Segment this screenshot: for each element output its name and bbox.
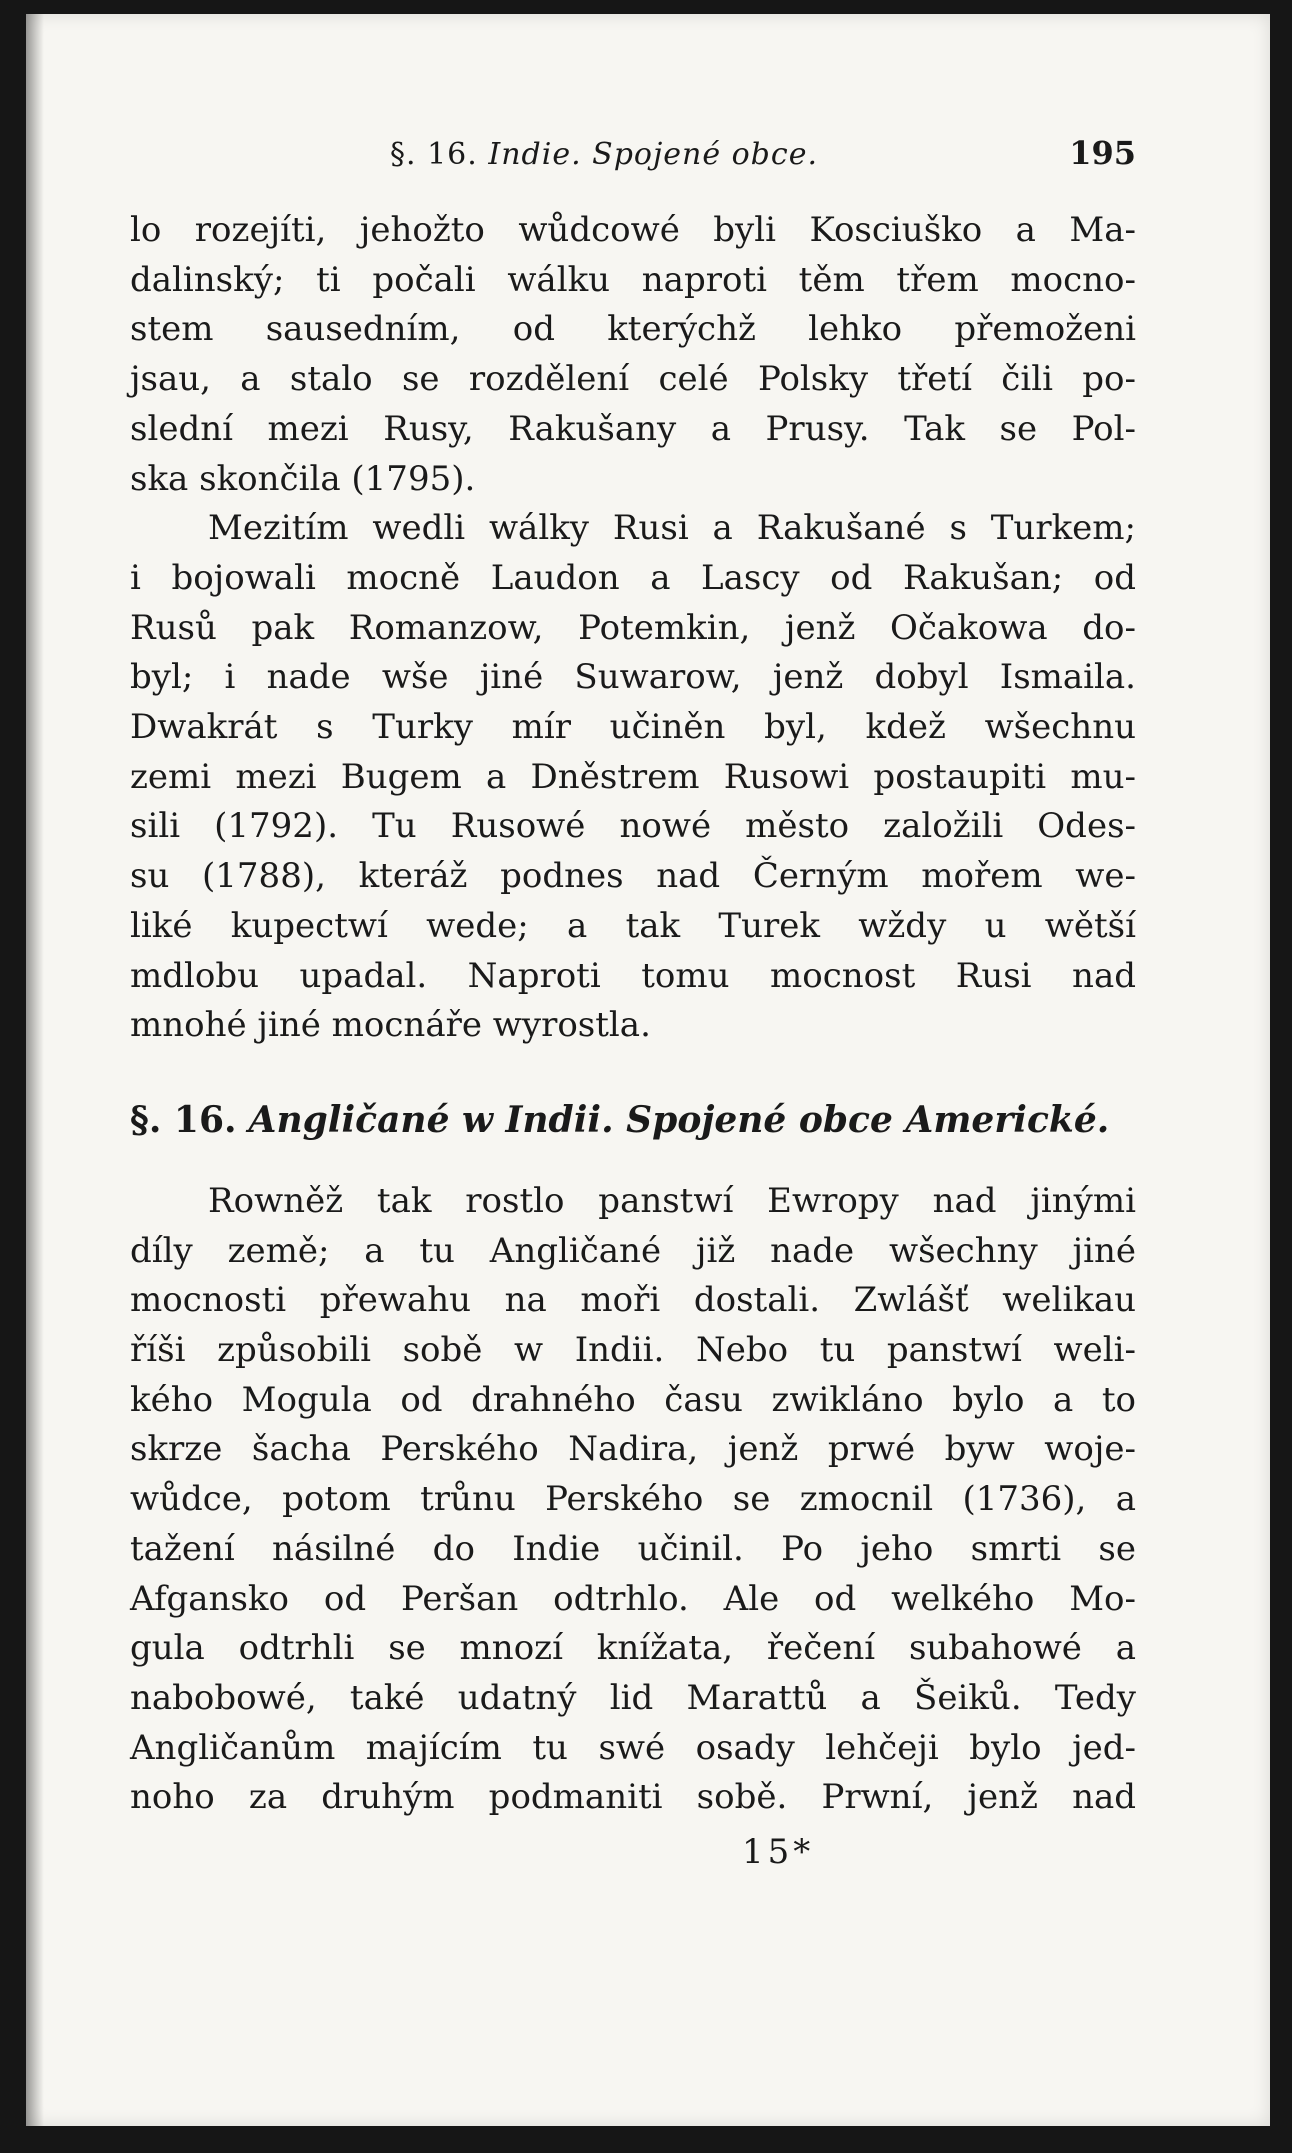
text-line: Mezitím wedli wálky Rusi a Rakušané s Turkem; [208, 508, 1136, 549]
text-line: Angličanům majícím tu swé osady lehčeji bylo jed- [130, 1727, 1136, 1768]
running-head-title-text: Indie. Spojené obce. [488, 137, 818, 172]
paragraph-3 [130, 1177, 1136, 1823]
paragraph-1 [130, 206, 1136, 504]
running-head-section-sign: §. 16. [390, 137, 478, 172]
text-line: wůdce, potom trůnu Perského se zmocnil (1736), a [130, 1479, 1136, 1520]
text-line: jsau, a stalo se rozdělení celé Polsky třetí čili po- [130, 359, 1136, 400]
section-heading-number: §. 16. [130, 1098, 237, 1141]
text-line: díly země; a tu Angličané již nade wšechny jiné [130, 1230, 1136, 1271]
signature-mark: 15* [742, 1832, 815, 1873]
text-line: liké kupectwí wede; a tak Turek wždy u wětší [130, 905, 1136, 946]
section-heading [130, 1095, 1136, 1145]
text-line: Rowněž tak rostlo panstwí Ewropy nad jinými [208, 1180, 1136, 1221]
text-line: mnohé jiné mocnáře wyrostla. [130, 1005, 651, 1046]
text-line: su (1788), kteráž podnes nad Černým mořem we- [130, 856, 1136, 897]
running-head-title [390, 137, 818, 172]
binding-shadow [26, 14, 44, 2126]
page-number: 195 [1069, 134, 1136, 172]
text-line: říši způsobili sobě w Indii. Nebo tu panstwí weli- [130, 1330, 1136, 1371]
text-line: slední mezi Rusy, Rakušany a Prusy. Tak se Pol- [130, 408, 1136, 449]
text-line: Rusů pak Romanzow, Potemkin, jenž Očakowa do- [130, 607, 1136, 648]
text-line: tažení násilné do Indie učinil. Po jeho smrti se [130, 1528, 1136, 1569]
paragraph-2 [130, 504, 1136, 1051]
text-column [130, 134, 1136, 1877]
text-line: ska skončila (1795). [130, 458, 476, 499]
text-line: i bojowali mocně Laudon a Lascy od Rakušan; od [130, 557, 1136, 598]
text-line: Afgansko od Peršan odtrhlo. Ale od welkého Mo- [130, 1578, 1136, 1619]
text-line: sili (1792). Tu Rusowé nowé město založili Odes- [130, 806, 1136, 847]
text-line: zemi mezi Bugem a Dněstrem Rusowi postaupiti mu- [130, 756, 1136, 797]
text-line: noho za druhým podmaniti sobě. Prwní, jenž nad [130, 1777, 1136, 1818]
text-line: gula odtrhli se mnozí knížata, řečení subahowé a [130, 1628, 1136, 1669]
text-line: mocnosti přewahu na moři dostali. Zwlášť welikau [130, 1280, 1136, 1321]
text-line: Dwakrát s Turky mír učiněn byl, kdež wšechnu [130, 707, 1136, 748]
running-head [130, 134, 1136, 182]
text-line: byl; i nade wše jiné Suwarow, jenž dobyl Ismaila. [130, 657, 1136, 698]
text-line: dalinský; ti počali wálku naproti těm třem mocno- [130, 259, 1136, 300]
text-line: kého Mogula od drahného času zwikláno bylo a to [130, 1379, 1136, 1420]
text-line: mdlobu upadal. Naproti tomu mocnost Rusi nad [130, 955, 1136, 996]
section-heading-title: Angličané w Indii. Spojené obce Americké. [248, 1098, 1110, 1141]
text-line: lo rozejíti, jehožto wůdcowé byli Kosciuško a Ma- [130, 210, 1136, 250]
book-page [26, 14, 1270, 2126]
text-line: nabobowé, také udatný lid Marattů a Šeiků. Tedy [130, 1677, 1136, 1718]
text-line: skrze šacha Perského Nadira, jenž prwé byw woje- [130, 1429, 1136, 1470]
text-line: stem sausedním, od kterýchž lehko přemoženi [130, 309, 1136, 350]
